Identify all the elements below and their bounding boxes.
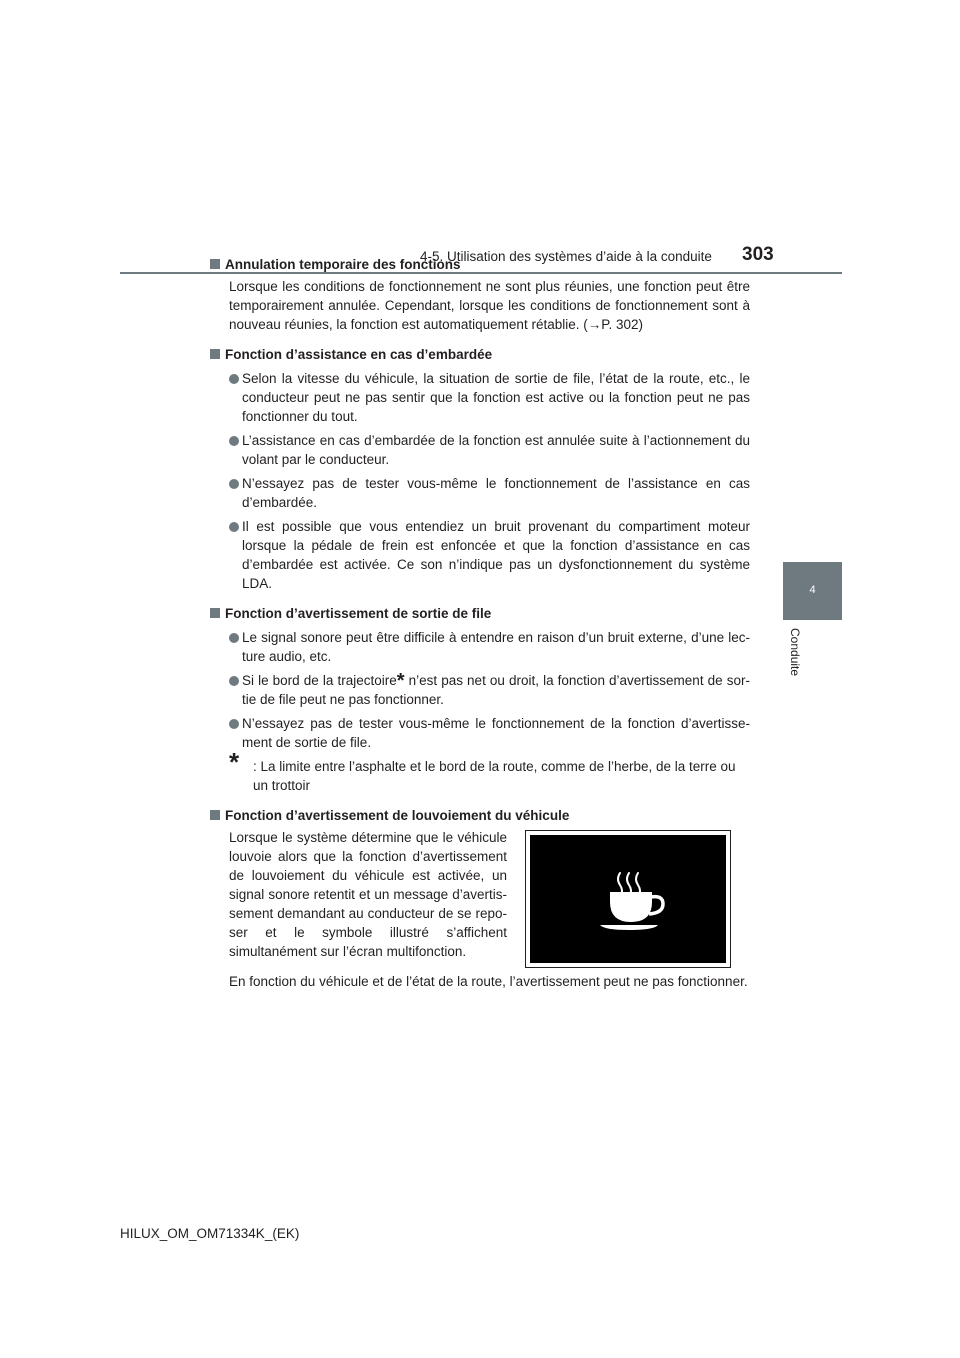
- paragraph: Lorsque le système détermine que le véhicule louvoie alors que la fonction d’avertissement de louvoiement du véhicule est activée, un signal sonore retentit et un message d’avertis-sement demandant au conducteur de se repo-ser et le symbole illustré s’affichent simultanément sur l’écran multifonction.: [229, 830, 507, 959]
- heading-text: Annulation temporaire des fonctions: [225, 257, 461, 272]
- square-bullet-icon: [210, 349, 220, 359]
- page-number: 303: [742, 244, 774, 265]
- section-heading: [210, 604, 750, 623]
- text-with-figure: [229, 828, 750, 968]
- section-heading: [210, 806, 750, 825]
- circle-bullet-icon: [229, 479, 239, 489]
- list-item: [229, 714, 750, 752]
- section-lane-departure-warning: [210, 604, 750, 795]
- list-item: [229, 474, 750, 512]
- list-item: [229, 517, 750, 593]
- page-content: [210, 255, 750, 1002]
- list-item: [229, 431, 750, 469]
- circle-bullet-icon: [229, 436, 239, 446]
- heading-text: Fonction d’avertissement de louvoiement du véhicule: [225, 808, 570, 823]
- list-item-text: Si le bord de la trajectoire: [242, 673, 397, 688]
- document-code: HILUX_OM_OM71334K_(EK): [120, 1226, 300, 1241]
- list-item: [229, 628, 750, 666]
- list-item-text: Il est possible que vous entendiez un bruit provenant du compartiment moteur lorsque la pédale de frein est enfoncée et que la fonction d’assistance en cas d’embardée est activée. Ce son n’indique pas un dysfonctionnement du système LDA.: [242, 519, 750, 591]
- paragraph: Lorsque les conditions de fonctionnement ne sont plus réunies, une fonction peut être temporairement annulée. Cependant, lorsque les conditions de fonctionnement sont à nouveau réunies, la fonction est automatiquement rétablie. (→P. 302): [229, 279, 750, 332]
- chapter-tab: [783, 562, 842, 620]
- header-section-title: 4-5. Utilisation des systèmes d’aide à la conduite: [420, 249, 712, 264]
- section-heading: [210, 255, 750, 274]
- footnote-asterisk: *: [229, 747, 240, 777]
- circle-bullet-icon: [229, 522, 239, 532]
- coffee-cup-icon: [530, 835, 726, 963]
- section-steering-assist: [210, 345, 750, 593]
- section-heading: [210, 345, 750, 364]
- paragraph: En fonction du véhicule et de l’état de la route, l’avertissement peut ne pas fonctionner.: [229, 974, 748, 989]
- multi-info-display: [530, 835, 726, 963]
- footnote-marker: *: [396, 670, 405, 692]
- footnote-text: : La limite entre l’asphalte et le bord de la route, comme de l’herbe, de la terre ou un trottoir: [253, 759, 736, 793]
- square-bullet-icon: [210, 810, 220, 820]
- list-item-text: n’est pas net ou droit, la fonction d’avertissement de sor-tie de file peut ne pas fonctionner.: [242, 673, 750, 707]
- display-figure: [525, 830, 731, 968]
- list-item: [229, 671, 750, 709]
- footnote: [229, 747, 750, 795]
- chapter-label-text: Conduite: [788, 628, 802, 677]
- circle-bullet-icon: [229, 374, 239, 384]
- circle-bullet-icon: [229, 633, 239, 643]
- square-bullet-icon: [210, 259, 220, 269]
- list-item-text: N’essayez pas de tester vous-même le fonctionnement de l’assistance en cas d’embardée.: [242, 476, 750, 510]
- list-item-text: Le signal sonore peut être difficile à entendre en raison d’un bruit externe, d’une lec-ture audio, etc.: [242, 630, 750, 664]
- list-item-text: Selon la vitesse du véhicule, la situation de sortie de file, l’état de la route, etc., le conducteur peut ne pas sentir que la fonction est active ou la fonction peut ne pas fonctionner du tout.: [242, 371, 750, 424]
- circle-bullet-icon: [229, 676, 239, 686]
- heading-text: Fonction d’assistance en cas d’embardée: [225, 347, 493, 362]
- section-sway-warning: [210, 806, 750, 991]
- chapter-number: 4: [809, 584, 816, 596]
- heading-text: Fonction d’avertissement de sortie de file: [225, 606, 492, 621]
- circle-bullet-icon: [229, 719, 239, 729]
- list-item-text: N’essayez pas de tester vous-même le fonctionnement de la fonction d’avertisse-ment de sortie de file.: [242, 716, 750, 750]
- list-item: [229, 369, 750, 426]
- list-item-text: L’assistance en cas d’embardée de la fonction est annulée suite à l’actionnement du volant par le conducteur.: [242, 433, 750, 467]
- square-bullet-icon: [210, 608, 220, 618]
- section-temporary-cancel: [210, 255, 750, 334]
